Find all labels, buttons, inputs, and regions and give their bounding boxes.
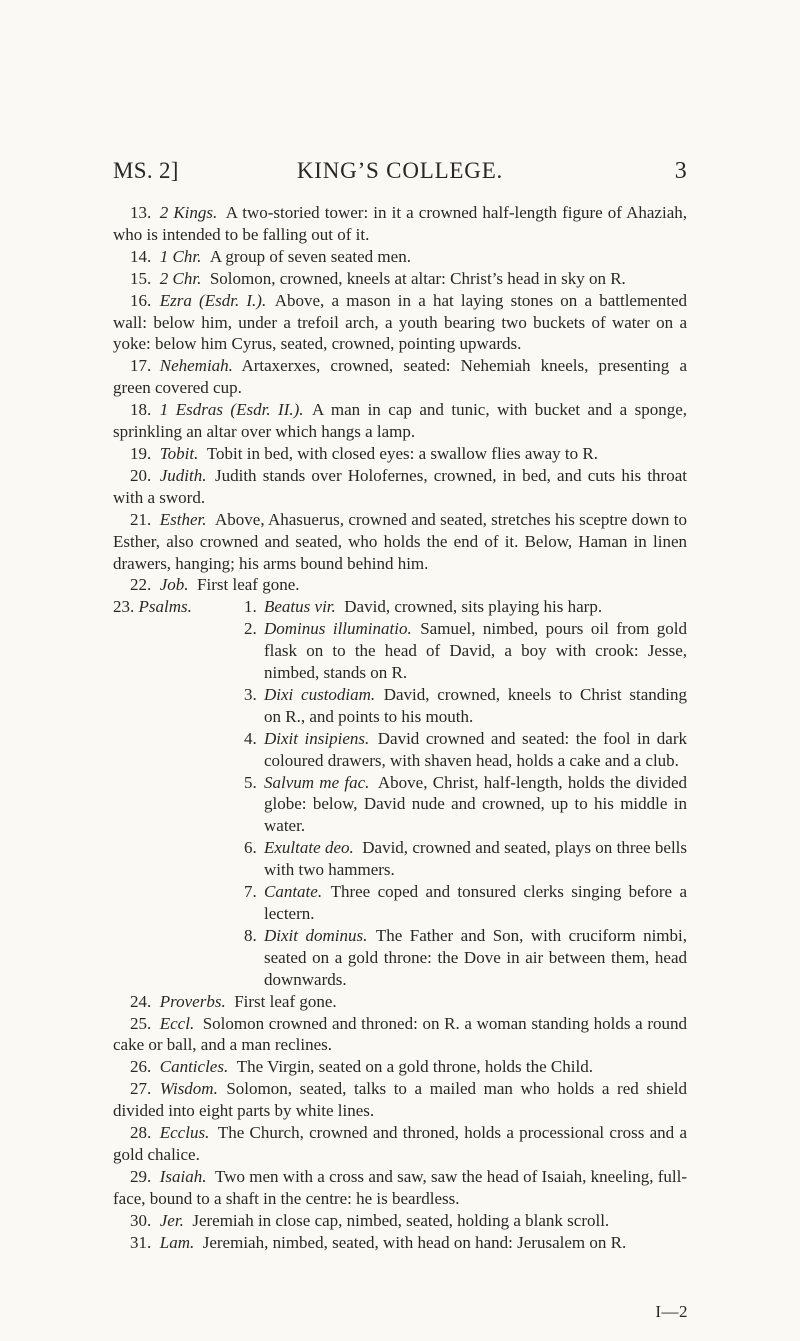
- entry-number: 22.: [130, 575, 152, 595]
- catalogue-entry: [113, 246, 687, 268]
- psalm-number: 3.: [244, 684, 257, 704]
- entry-title: Nehemiah.: [159, 356, 233, 376]
- catalogue-entry: [113, 1210, 687, 1232]
- entry-title: Ecclus.: [159, 1123, 210, 1143]
- catalogue-entry: [113, 1166, 687, 1210]
- catalogue-entry: [113, 509, 687, 575]
- psalm-number: 2.: [244, 619, 257, 639]
- entry-description: Solomon crowned and throned: on R. a woman standing holds a round cake or ball, and a man reclines.: [113, 1013, 687, 1055]
- catalogue-entry: [113, 465, 687, 509]
- entries-list-b: [113, 991, 687, 1254]
- entry-description: Judith stands over Holofernes, crowned, in bed, and cuts his throat with a sword.: [113, 465, 687, 507]
- catalogue-entry: [113, 1056, 687, 1078]
- catalogue-entry: [113, 290, 687, 356]
- signature-mark: I—2: [655, 1302, 688, 1321]
- psalm-item: [244, 772, 687, 838]
- psalm-title: Salvum me fac.: [264, 772, 370, 792]
- psalm-item: [244, 925, 687, 991]
- entry-number: 29.: [130, 1166, 152, 1186]
- entry-title: Tobit.: [159, 443, 199, 463]
- psalm-description: Above, Christ, half-length, holds the divided globe: below, David nude and crowned, up to his middle in water.: [264, 772, 687, 836]
- psalms-label: [113, 596, 244, 990]
- entry-number: 21.: [130, 509, 152, 529]
- psalm-body: [264, 618, 687, 684]
- psalm-item: [244, 596, 687, 618]
- psalm-item: [244, 837, 687, 881]
- psalm-description: David crowned and seated: the fool in dark coloured drawers, with shaven head, holds a cake and a club.: [264, 728, 687, 770]
- entry-description: Solomon, crowned, kneels at altar: Christ’s head in sky on R.: [209, 268, 626, 288]
- psalm-body: [264, 728, 687, 772]
- entry-description: A group of seven seated men.: [209, 246, 411, 266]
- entry-title: Esther.: [159, 509, 207, 529]
- entry-description: Jeremiah, nimbed, seated, with head on hand: Jerusalem on R.: [202, 1232, 627, 1252]
- entry-description: First leaf gone.: [234, 991, 337, 1011]
- entry-number: 16.: [130, 290, 152, 310]
- entry-title: 2 Kings.: [159, 203, 218, 222]
- psalm-description: David, crowned, kneels to Christ standing on R., and points to his mouth.: [264, 684, 687, 726]
- psalm-body: [264, 596, 687, 618]
- entry-number: 28.: [130, 1123, 152, 1143]
- entry-title: Proverbs.: [159, 991, 226, 1011]
- entries-list-a: [113, 202, 687, 596]
- catalogue-text: [113, 202, 687, 1254]
- entry-number: 27.: [130, 1079, 152, 1099]
- entry-number: 17.: [130, 356, 152, 376]
- entry-title: Judith.: [159, 465, 207, 485]
- entry-title: Ezra (Esdr. I.).: [159, 290, 267, 310]
- psalm-description: The Father and Son, with cruciform nimbi, seated on a gold throne: the Dove in air between them, head downwards.: [264, 925, 687, 989]
- entry-number: 19.: [130, 443, 152, 463]
- entry-title: Psalms.: [138, 597, 192, 617]
- header-title: KING’S COLLEGE.: [296, 158, 504, 183]
- entry-description: Solomon, seated, talks to a mailed man who holds a red shield divided into eight parts by white lines.: [113, 1079, 687, 1121]
- header-ms-number: MS. 2]: [113, 158, 179, 183]
- entry-description: The Virgin, seated on a gold throne, holds the Child.: [236, 1057, 593, 1077]
- entry-number: 14.: [130, 246, 152, 266]
- psalm-number: 8.: [244, 925, 257, 945]
- catalogue-entry: [113, 1232, 687, 1254]
- catalogue-entry: [113, 991, 687, 1013]
- psalm-body: [264, 772, 687, 838]
- psalm-description: Three coped and tonsured clerks singing before a lectern.: [264, 882, 687, 923]
- catalogue-entry: [113, 268, 687, 290]
- entry-title: Lam.: [159, 1232, 195, 1252]
- entry-number: 13.: [130, 203, 152, 222]
- page-number: 3: [674, 158, 687, 184]
- entry-title: 2 Chr.: [159, 268, 202, 288]
- psalm-title: Cantate.: [264, 882, 323, 902]
- entry-title: Job.: [159, 575, 189, 595]
- entry-number: 15.: [130, 268, 152, 288]
- catalogue-entry: [113, 1078, 687, 1122]
- psalm-title: Dixit dominus.: [264, 925, 368, 945]
- psalm-item: [244, 684, 687, 728]
- entry-title: Jer.: [159, 1210, 184, 1230]
- running-header: [113, 158, 687, 188]
- catalogue-entry: [113, 574, 687, 596]
- entry-description: Two men with a cross and saw, saw the head of Isaiah, kneeling, full-face, bound to a shaft in the centre: he is beardless.: [113, 1166, 687, 1208]
- psalm-title: Dixi custodiam.: [264, 684, 376, 704]
- psalm-title: Beatus vir.: [264, 597, 336, 617]
- entry-description: The Church, crowned and throned, holds a processional cross and a gold chalice.: [113, 1123, 687, 1164]
- psalm-title: Exultate deo.: [264, 838, 354, 858]
- psalm-body: [264, 881, 687, 925]
- catalogue-entry: [113, 355, 687, 399]
- entry-description: First leaf gone.: [197, 575, 300, 595]
- entry-description: Above, a mason in a hat laying stones on a battlemented wall: below him, under a trefoil arch, a youth bearing two buckets of water on a yoke: below him Cyrus, seated, crowned, pointing upwards.: [113, 290, 687, 354]
- entry-title: 1 Esdras (Esdr. II.).: [159, 400, 304, 420]
- entry-description: A two-storied tower: in it a crowned half-length figure of Ahaziah, who is intended to be falling out of it.: [113, 203, 687, 244]
- psalm-items: [244, 596, 687, 990]
- entry-title: Isaiah.: [159, 1166, 207, 1186]
- entry-description: Jeremiah in close cap, nimbed, seated, holding a blank scroll.: [192, 1210, 610, 1230]
- psalm-number: 1.: [244, 597, 257, 617]
- entry-title: Canticles.: [159, 1057, 229, 1077]
- psalm-description: David, crowned and seated, plays on three bells with two hammers.: [264, 838, 688, 880]
- entry-description: Artaxerxes, crowned, seated: Nehemiah kneels, presenting a green covered cup.: [113, 356, 687, 398]
- catalogue-entry: [113, 443, 687, 465]
- entry-title: Eccl.: [159, 1013, 195, 1033]
- entry-number: 18.: [130, 400, 152, 420]
- catalogue-entry: [113, 1122, 687, 1166]
- entry-title: 1 Chr.: [159, 246, 202, 266]
- catalogue-entry: [113, 399, 687, 443]
- entry-number: 25.: [130, 1013, 152, 1033]
- entry-number: 26.: [130, 1057, 152, 1077]
- entry-number: 20.: [130, 465, 152, 485]
- entry-description: Above, Ahasuerus, crowned and seated, stretches his sceptre down to Esther, also crowned and seated, who holds the end of it. Below, Haman in linen drawers, hanging; his arms bound behind him.: [113, 509, 687, 573]
- psalm-item: [244, 881, 687, 925]
- psalm-number: 6.: [244, 838, 257, 858]
- psalm-item: [244, 618, 687, 684]
- entry-title: Wisdom.: [159, 1079, 218, 1099]
- entry-description: Tobit in bed, with closed eyes: a swallow flies away to R.: [206, 443, 598, 463]
- entry-number: 31.: [130, 1232, 152, 1252]
- psalm-body: [264, 925, 687, 991]
- psalm-title: Dixit insipiens.: [264, 728, 370, 748]
- entry-number: 24.: [130, 991, 152, 1011]
- catalogue-entry: [113, 202, 687, 246]
- psalm-number: 7.: [244, 882, 257, 902]
- psalm-number: 5.: [244, 772, 257, 792]
- psalm-item: [244, 728, 687, 772]
- catalogue-entry: [113, 1013, 687, 1057]
- entry-number: 30.: [130, 1210, 152, 1230]
- entry-description: A man in cap and tunic, with bucket and a sponge, sprinkling an altar over which hangs a lamp.: [113, 400, 688, 442]
- psalm-description: Samuel, nimbed, pours oil from gold flask on to the head of David, a boy with crook: Jesse, nimbed, stands on R.: [264, 619, 687, 683]
- psalm-number: 4.: [244, 728, 257, 748]
- entry-number: 23.: [113, 597, 135, 617]
- psalm-title: Dominus illuminatio.: [264, 619, 412, 639]
- psalm-description: David, crowned, sits playing his harp.: [344, 597, 603, 617]
- psalm-body: [264, 837, 687, 881]
- psalm-body: [264, 684, 687, 728]
- psalms-entry: [113, 596, 687, 990]
